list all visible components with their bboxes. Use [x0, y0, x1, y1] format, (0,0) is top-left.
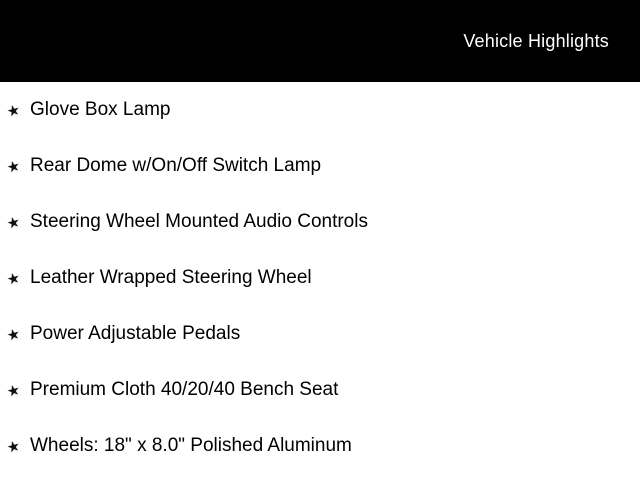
- star-icon: ★: [4, 268, 23, 289]
- list-item: [0, 194, 640, 250]
- star-icon: ★: [4, 212, 23, 233]
- list-item-label: Steering Wheel Mounted Audio Controls: [30, 211, 368, 232]
- list-item: [0, 138, 640, 194]
- star-icon: ★: [4, 100, 23, 121]
- page-title: Vehicle Highlights: [463, 30, 609, 51]
- star-icon: ★: [4, 380, 23, 401]
- list-item: [0, 418, 640, 474]
- list-item-label: Glove Box Lamp: [30, 99, 171, 120]
- star-icon: ★: [4, 156, 23, 177]
- header-bar: [0, 0, 640, 82]
- list-item-label: Rear Dome w/On/Off Switch Lamp: [30, 155, 322, 176]
- list-item-label: Power Adjustable Pedals: [30, 323, 241, 344]
- list-item: [0, 250, 640, 306]
- star-icon: ★: [4, 324, 23, 345]
- list-item-label: Leather Wrapped Steering Wheel: [30, 267, 312, 288]
- list-item: [0, 82, 640, 138]
- list-item: [0, 362, 640, 418]
- list-item-label: Wheels: 18" x 8.0" Polished Aluminum: [30, 435, 352, 456]
- highlights-list: [0, 82, 640, 474]
- list-item-label: Premium Cloth 40/20/40 Bench Seat: [30, 379, 339, 400]
- star-icon: ★: [4, 436, 23, 457]
- list-item: [0, 306, 640, 362]
